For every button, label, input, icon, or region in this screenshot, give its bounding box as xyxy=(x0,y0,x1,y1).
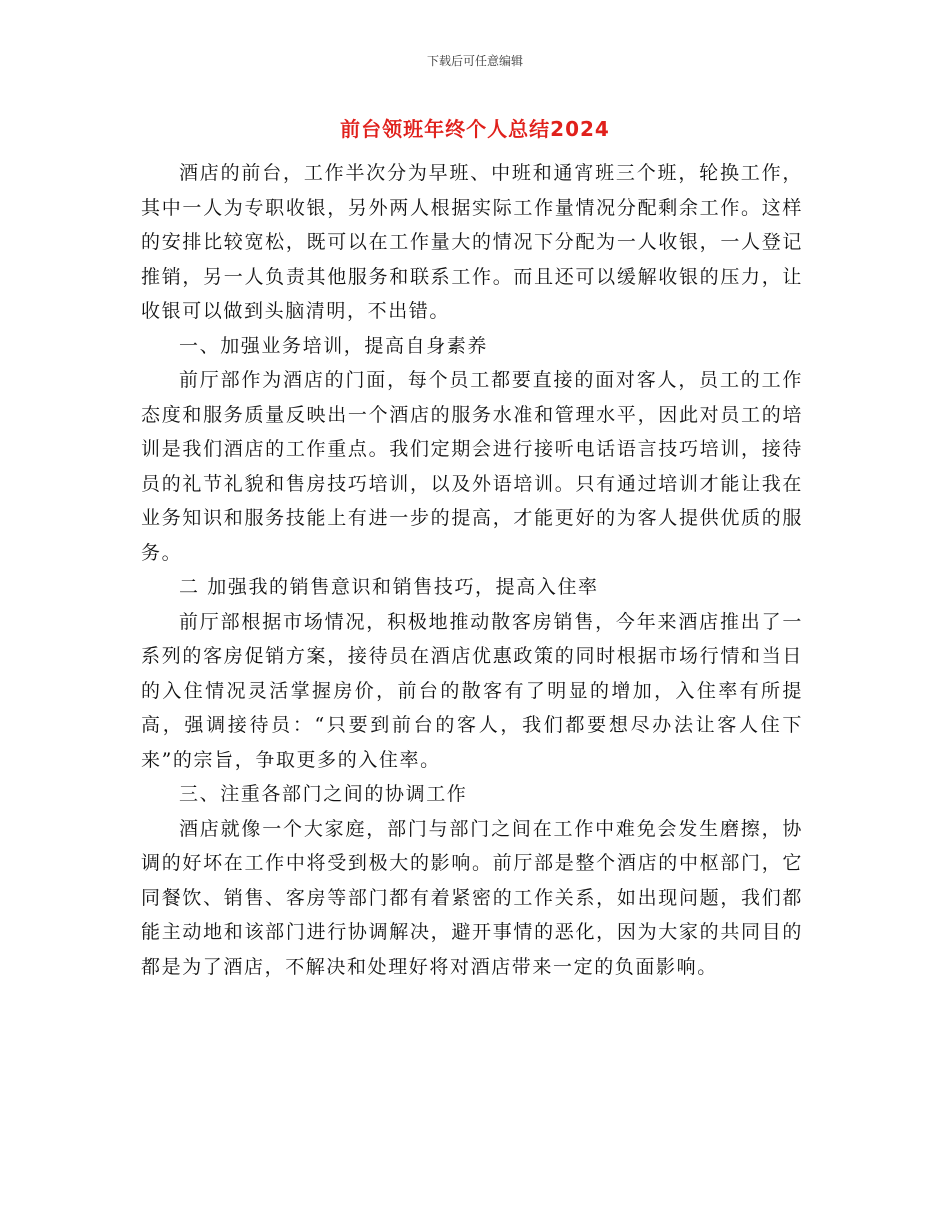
section-heading-3: 三、注重各部门之间的协调工作 xyxy=(179,783,468,805)
document-title: 前台领班年终个人总结2024 xyxy=(340,117,610,141)
paragraph-coordination: 酒店就像一个大家庭，部门与部门之间在工作中难免会发生磨擦，协调的好坏在工作中将受到极大的影响。前厅部是整个酒店的中枢部门，它同餐饮、销售、客房等部门都有着紧密的工作关系，如出现问题，我们都能主动地和该部门进行协调解决，避开事情的恶化，因为大家的共同目的都是为了酒店，不解决和处理好将对酒店带来一定的负面影响。 xyxy=(141,817,803,978)
paragraph-training: 前厅部作为酒店的门面，每个员工都要直接的面对客人，员工的工作态度和服务质量反映出一个酒店的服务水准和管理水平，因此对员工的培训是我们酒店的工作重点。我们定期会进行接听电话语言技巧培训，接待员的礼节礼貌和售房技巧培训，以及外语培训。只有通过培训才能让我在业务知识和服务技能上有进一步的提高，才能更好的为客人提供优质的服务。 xyxy=(141,369,803,564)
header-note: 下载后可任意编辑 xyxy=(426,54,523,68)
section-heading-2: 二 加强我的销售意识和销售技巧，提高入住率 xyxy=(179,576,599,598)
document-body xyxy=(141,156,803,984)
section-heading-1: 一、加强业务培训，提高自身素养 xyxy=(179,334,489,357)
paragraph-sales: 前厅部根据市场情况，积极地推动散客房销售，今年来酒店推出了一系列的客房促销方案，接待员在酒店优惠政策的同时根据市场行情和当日的入住情况灵活掌握房价，前台的散客有了明显的增加，入住率有所提高，强调接待员：“只要到前台的客人，我们都要想尽办法让客人住下来”的宗旨，争取更多的入住率。 xyxy=(141,610,803,771)
paragraph-intro: 酒店的前台，工作半次分为早班、中班和通宵班三个班，轮换工作，其中一人为专职收银，另外两人根据实际工作量情况分配剩余工作。这样的安排比较宽松，既可以在工作量大的情况下分配为一人收银，一人登记推销，另一人负责其他服务和联系工作。而且还可以缓解收银的压力，让收银可以做到头脑清明，不出错。 xyxy=(141,162,803,322)
